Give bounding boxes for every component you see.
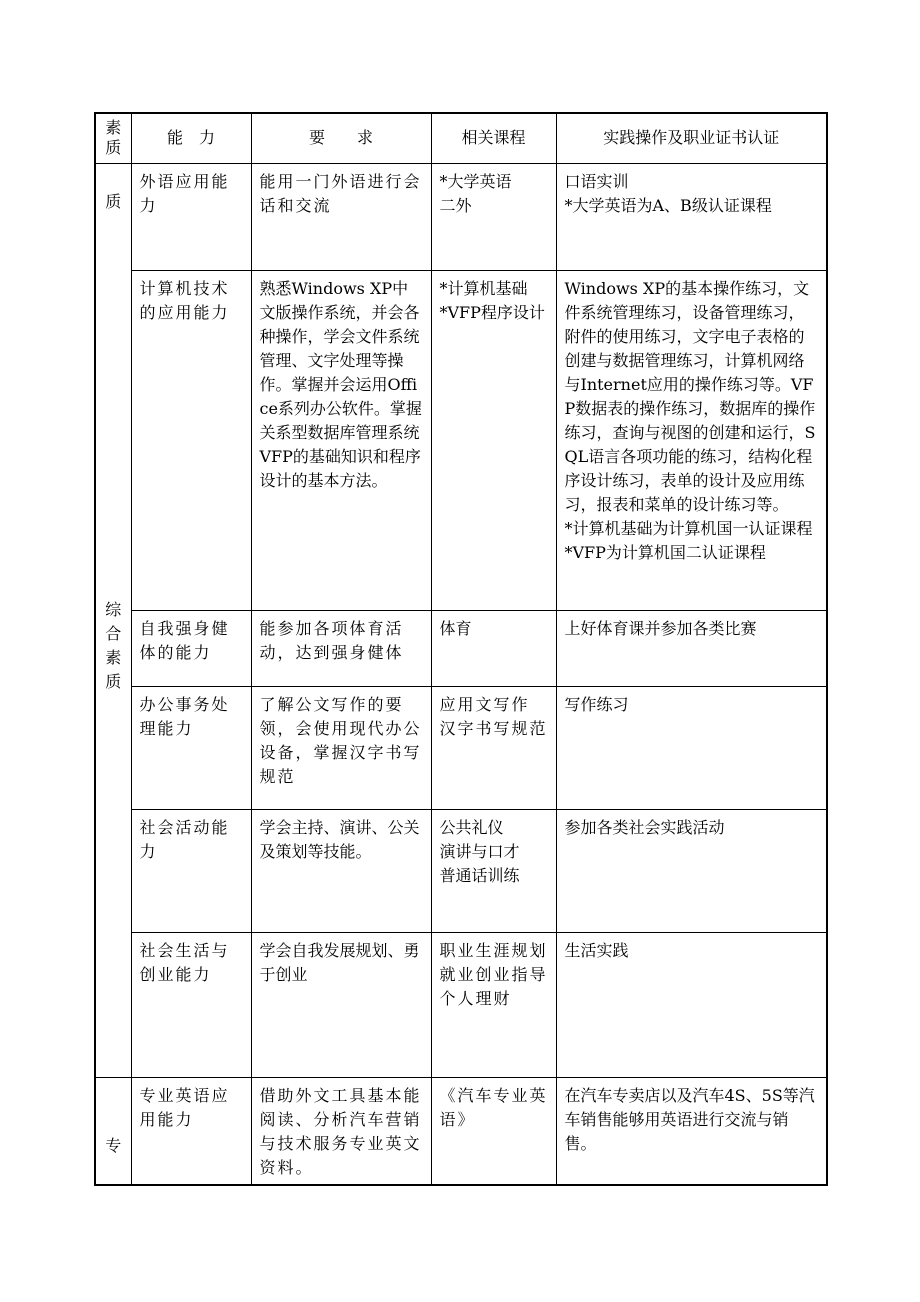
practice-cell: 写作练习 [556,686,827,809]
table-row [95,270,827,610]
ability-cell: 外语应用能力 [131,163,251,270]
requirement-cell: 学会主持、演讲、公关及策划等技能。 [251,809,431,932]
header-courses: 相关课程 [431,113,556,163]
requirement-cell: 能用一门外语进行会话和交流 [251,163,431,270]
courses-cell: 公共礼仪 演讲与口才 普通话训练 [431,809,556,932]
table-row [95,932,827,1077]
ability-cell: 办公事务处理能力 [131,686,251,809]
requirement-cell: 熟悉Windows XP中文版操作系统，并会各种操作，学会文件系统管理、文字处理等操作。掌握并会运用Office系列办公软件。掌握关系型数据库管理系统VFP的基础知识和程序设计的基本方法。 [251,270,431,610]
practice-cell: 生活实践 [556,932,827,1077]
ability-cell: 社会生活与创业能力 [131,932,251,1077]
courses-cell: 体育 [431,610,556,686]
table-row [95,163,827,270]
header-quality: 素质 [95,113,131,163]
practice-cell: Windows XP的基本操作练习，文件系统管理练习，设备管理练习，附件的使用练习，文字电子表格的创建与数据管理练习，计算机网络与Internet应用的操作练习等。VFP数据表的操作练习，数据库的操作练习，查询与视图的创建和运行，SQL语言各项功能的练习，结构化程序设计练习，表单的设计及应用练习，报表和菜单的设计练习等。 *计算机基础为计算机国一认证课程 *VFP为计算机国二认证课程 [556,270,827,610]
table-row [95,1077,827,1185]
category-comprehensive-cell [95,163,131,1077]
practice-cell: 参加各类社会实践活动 [556,809,827,932]
courses-cell: 《汽车专业英语》 [431,1077,556,1185]
category-fragment-top: 质 [105,191,122,211]
requirement-cell: 学会自我发展规划、勇于创业 [251,932,431,1077]
ability-cell: 自我强身健体的能力 [131,610,251,686]
quality-ability-table [94,112,828,1186]
table-header-row [95,113,827,163]
courses-cell: *大学英语 二外 [431,163,556,270]
header-practice: 实践操作及职业证书认证 [556,113,827,163]
requirement-cell: 借助外文工具基本能阅读、分析汽车营销与技术服务专业英文资料。 [251,1077,431,1185]
header-ability: 能 力 [131,113,251,163]
ability-cell: 计算机技术的应用能力 [131,270,251,610]
header-requirement: 要 求 [251,113,431,163]
ability-cell: 社会活动能力 [131,809,251,932]
practice-cell: 口语实训 *大学英语为A、B级认证课程 [556,163,827,270]
table-row [95,809,827,932]
requirement-cell: 能参加各项体育活动，达到强身健体 [251,610,431,686]
table-row [95,610,827,686]
category-fragment-professional: 专 [105,1135,122,1155]
practice-cell: 上好体育课并参加各类比赛 [556,610,827,686]
courses-cell: *计算机基础 *VFP程序设计 [431,270,556,610]
table-row [95,686,827,809]
category-professional-cell [95,1077,131,1185]
courses-cell: 职业生涯规划 就业创业指导 个人理财 [431,932,556,1077]
courses-cell: 应用文写作 汉字书写规范 [431,686,556,809]
ability-cell: 专业英语应用能力 [131,1077,251,1185]
requirement-cell: 了解公文写作的要领，会使用现代办公设备，掌握汉字书写规范 [251,686,431,809]
category-comprehensive: 综合素质 [105,599,122,691]
practice-cell: 在汽车专卖店以及汽车4S、5S等汽车销售能够用英语进行交流与销售。 [556,1077,827,1185]
